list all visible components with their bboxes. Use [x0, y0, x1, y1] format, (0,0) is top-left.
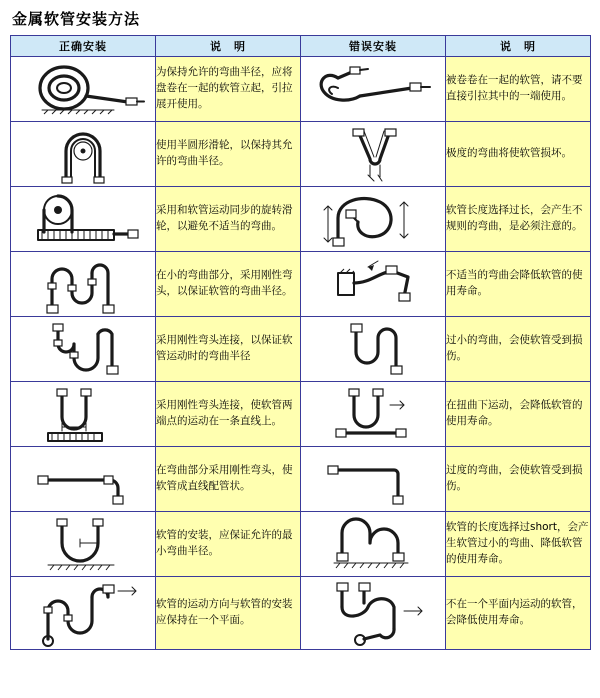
table-row [11, 512, 591, 577]
desc-wrong: 在扭曲下运动，会降低软管的使用寿命。 [446, 382, 591, 447]
desc-wrong: 过度的弯曲，会使软管受到损伤。 [446, 447, 591, 512]
table-row [11, 317, 591, 382]
figure-sharp-v-bend-hose [301, 122, 446, 187]
figure-twisted-u-hose-motion [301, 382, 446, 447]
figure-excessive-bend-straight-run [301, 447, 446, 512]
table-row [11, 57, 591, 122]
figure-minimum-bend-radius-install [11, 512, 156, 577]
desc-correct: 采用和软管运动同步的旋转滑轮，以避免不适当的弯曲。 [156, 187, 301, 252]
desc-correct: 使用半圆形滑轮，以保持其允许的弯曲半径。 [156, 122, 301, 187]
table-header-row [11, 36, 591, 57]
figure-rigid-elbow-u-loop [11, 317, 156, 382]
desc-wrong: 软管的长度选择过short，会产生软管过小的弯曲、降低软管的使用寿命。 [446, 512, 591, 577]
figure-rigid-elbow-straight-piping [11, 447, 156, 512]
desc-wrong: 不在一个平面内运动的软管，会降低使用寿命。 [446, 577, 591, 650]
table-row [11, 122, 591, 187]
desc-correct: 采用刚性弯头连接，使软管两端点的运动在一条直线上。 [156, 382, 301, 447]
desc-wrong: 极度的弯曲将使软管损坏。 [446, 122, 591, 187]
figure-coiled-hose-pulled-straight [301, 57, 446, 122]
figure-rigid-elbow-both-ends-u [11, 382, 156, 447]
figure-improper-bend-at-fitting [301, 252, 446, 317]
figure-over-long-hose-irregular-bend [301, 187, 446, 252]
table-row [11, 382, 591, 447]
figure-rotating-pulley-with-chain [11, 187, 156, 252]
figure-too-long-hose-small-bend [301, 512, 446, 577]
desc-wrong: 过小的弯曲，会使软管受到损伤。 [446, 317, 591, 382]
desc-wrong: 被卷卷在一起的软管，请不要直接引拉其中的一端使用。 [446, 57, 591, 122]
figure-rigid-elbow-small-bend [11, 252, 156, 317]
header-correct-desc: 说 明 [156, 36, 301, 57]
page-title: 金属软管安装方法 [12, 10, 141, 28]
desc-correct: 软管的运动方向与软管的安装应保持在一个平面。 [156, 577, 301, 650]
figure-motion-out-of-plane [301, 577, 446, 650]
figure-too-small-bend-radius-loop [301, 317, 446, 382]
desc-correct: 在弯曲部分采用刚性弯头，使软管成直线配管状。 [156, 447, 301, 512]
header-wrong-install: 错误安装 [301, 36, 446, 57]
table-row [11, 447, 591, 512]
table-row [11, 577, 591, 650]
installation-methods-table [10, 35, 591, 650]
desc-wrong: 软管长度选择过长，会产生不规则的弯曲，是必须注意的。 [446, 187, 591, 252]
header-correct-install: 正确安装 [11, 36, 156, 57]
table-row [11, 187, 591, 252]
desc-correct: 软管的安装，应保证允许的最小弯曲半径。 [156, 512, 301, 577]
desc-wrong: 不适当的弯曲会降低软管的使用寿命。 [446, 252, 591, 317]
table-row [11, 252, 591, 317]
figure-coiled-hose-standing-reel [11, 57, 156, 122]
header-wrong-desc: 说 明 [446, 36, 591, 57]
desc-correct: 采用刚性弯头连接，以保证软管运动时的弯曲半径 [156, 317, 301, 382]
desc-correct: 为保持允许的弯曲半径，应将盘卷在一起的软管立起，引拉展开使用。 [156, 57, 301, 122]
figure-motion-in-same-plane [11, 577, 156, 650]
figure-semicircular-guide-pulley [11, 122, 156, 187]
desc-correct: 在小的弯曲部分，采用刚性弯头，以保证软管的弯曲半径。 [156, 252, 301, 317]
